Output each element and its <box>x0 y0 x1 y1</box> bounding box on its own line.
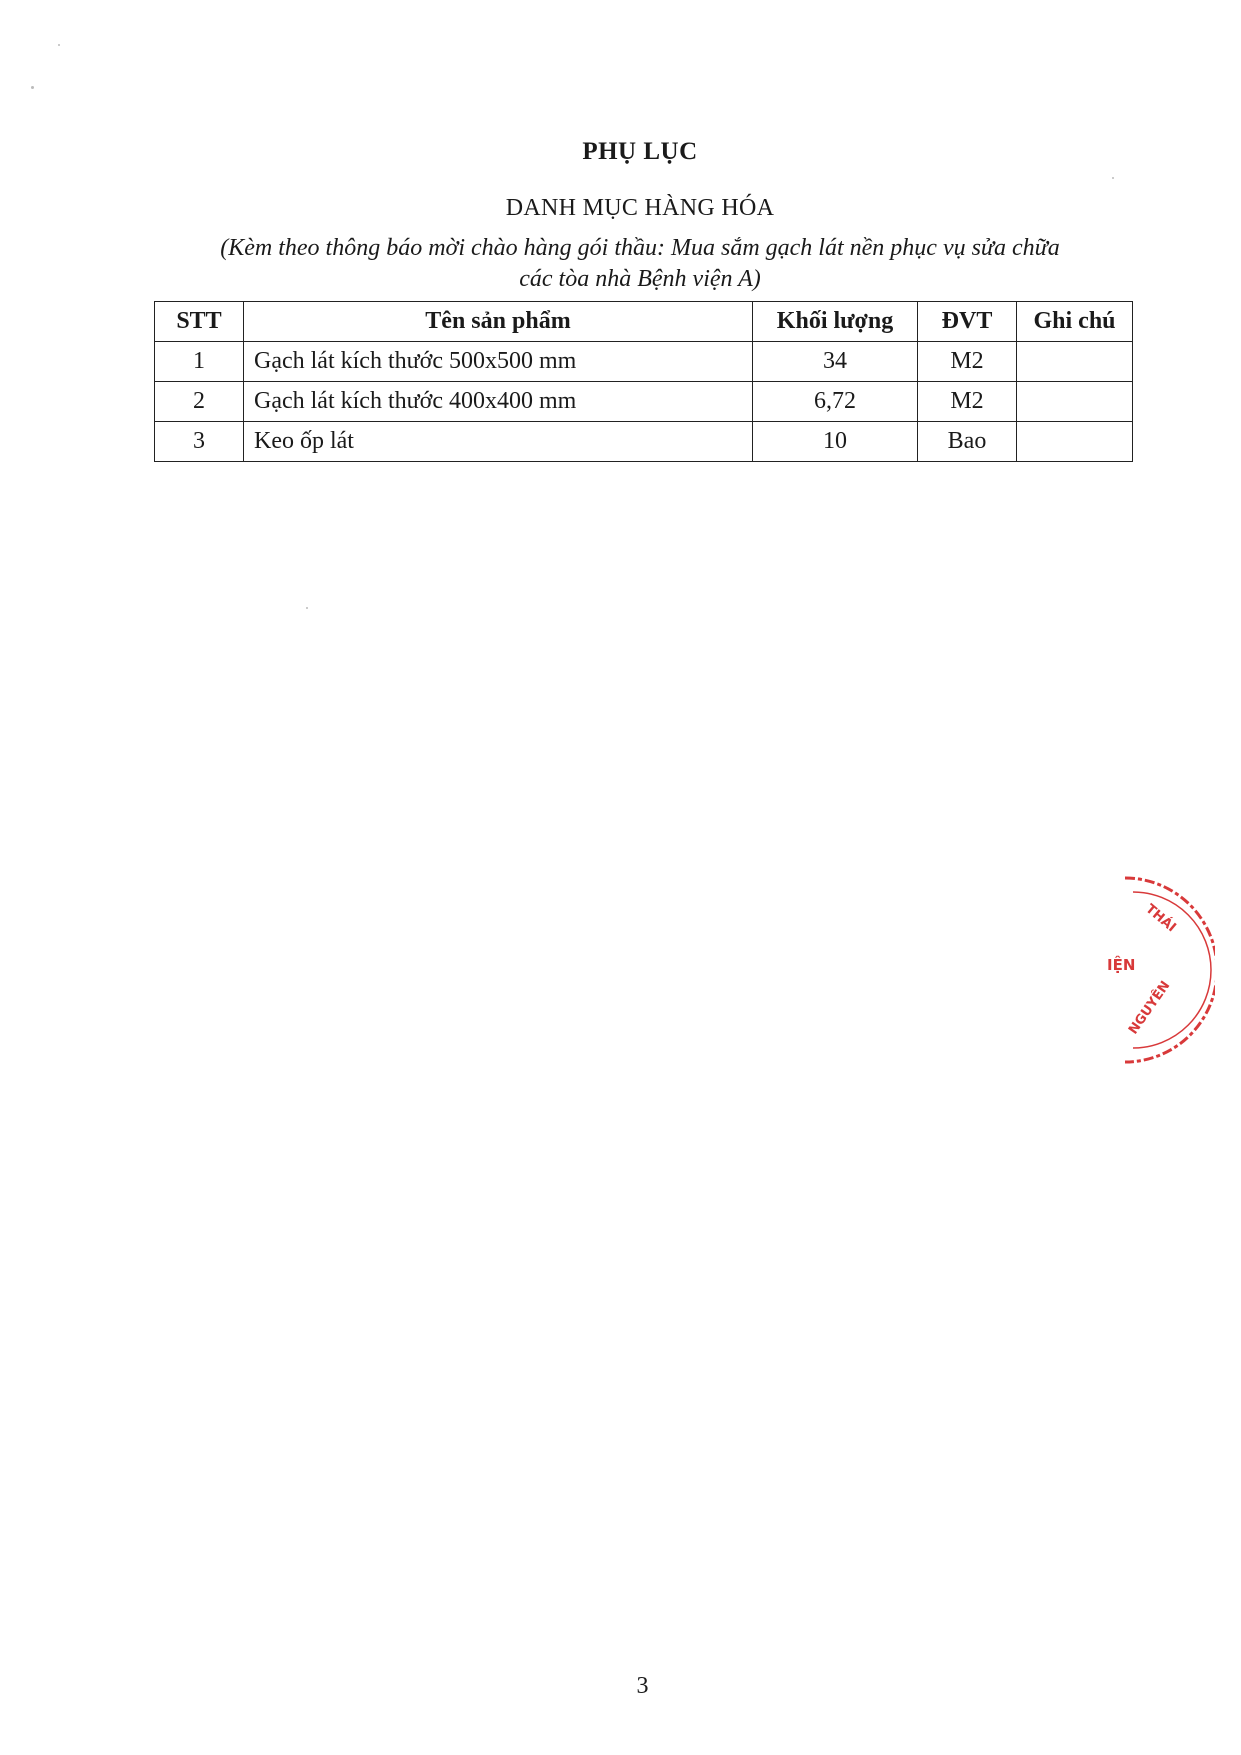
cell-unit: M2 <box>918 382 1017 422</box>
table-row <box>155 382 1133 422</box>
cell-quantity: 6,72 <box>753 382 918 422</box>
stamp-text-vien: IỆN <box>1107 956 1136 974</box>
page-subtitle: DANH MỤC HÀNG HÓA <box>505 195 775 221</box>
table-row <box>155 342 1133 382</box>
cell-stt: 2 <box>155 382 244 422</box>
cell-note <box>1017 382 1133 422</box>
attachment-note-line-2: các tòa nhà Bệnh viện A) <box>519 266 761 292</box>
cell-product-name: Gạch lát kích thước 500x500 mm <box>244 342 753 382</box>
stamp-text-nguyen: NGUYÊN <box>1125 978 1174 1038</box>
table-header-row <box>155 302 1133 342</box>
scan-speck <box>306 607 308 609</box>
header-unit: ĐVT <box>918 302 1017 342</box>
cell-quantity: 10 <box>753 422 918 462</box>
scan-speck <box>31 86 34 89</box>
attachment-note <box>140 233 1140 295</box>
cell-note <box>1017 422 1133 462</box>
cell-unit: Bao <box>918 422 1017 462</box>
table-row <box>155 422 1133 462</box>
page-title: PHỤ LỤC <box>582 138 698 165</box>
cell-unit: M2 <box>918 342 1017 382</box>
goods-table <box>154 301 1133 462</box>
stamp-text-thai: THÁI <box>1142 901 1179 936</box>
red-seal-stamp-icon <box>1105 870 1215 1070</box>
header-quantity: Khối lượng <box>753 302 918 342</box>
cell-product-name: Gạch lát kích thước 400x400 mm <box>244 382 753 422</box>
scan-speck <box>58 44 60 46</box>
cell-stt: 1 <box>155 342 244 382</box>
cell-note <box>1017 342 1133 382</box>
page-number: 3 <box>636 1673 649 1699</box>
header-stt: STT <box>155 302 244 342</box>
scan-speck <box>1112 177 1114 179</box>
header-product-name: Tên sản phẩm <box>244 302 753 342</box>
cell-product-name: Keo ốp lát <box>244 422 753 462</box>
header-note: Ghi chú <box>1017 302 1133 342</box>
attachment-note-line-1: (Kèm theo thông báo mời chào hàng gói thầu: Mua sắm gạch lát nền phục vụ sửa chữa <box>220 235 1060 261</box>
cell-stt: 3 <box>155 422 244 462</box>
cell-quantity: 34 <box>753 342 918 382</box>
